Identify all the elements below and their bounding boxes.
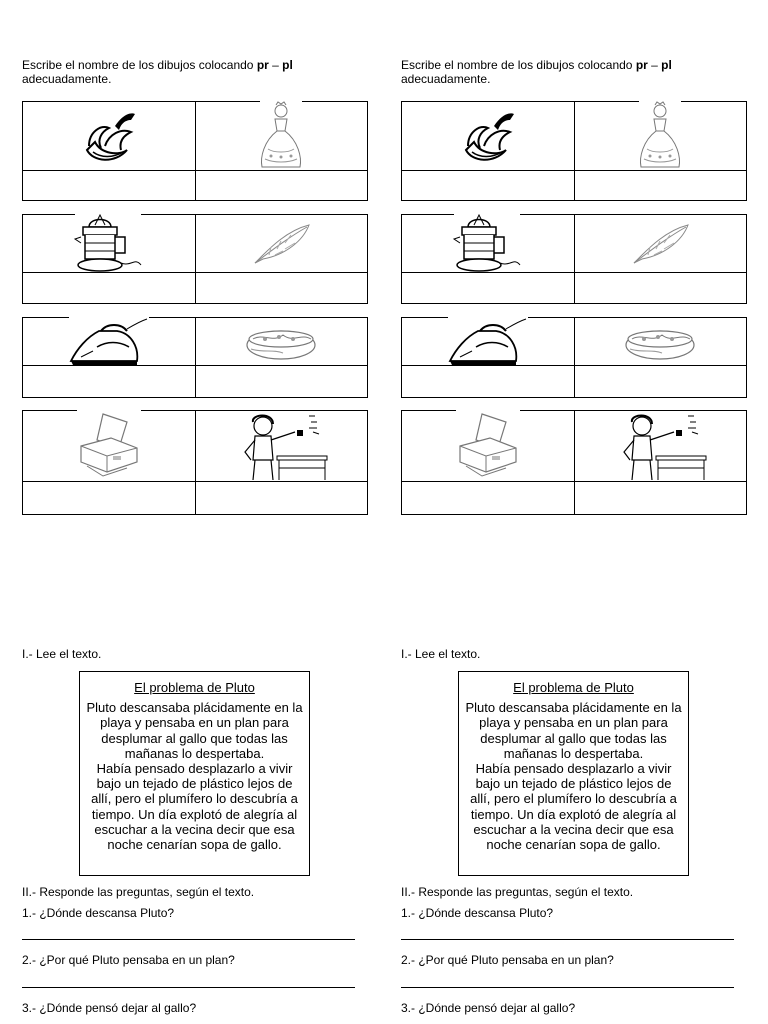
story-box	[458, 671, 689, 876]
hotdog-picture	[574, 318, 747, 365]
iron-picture	[23, 318, 195, 365]
iron-picture	[402, 318, 574, 365]
story-title: El problema de Pluto	[134, 680, 255, 695]
answer-cell[interactable]	[574, 273, 747, 303]
section-questions-title: II.- Responde las preguntas, según el texto.	[401, 885, 634, 899]
question-2: 2.- ¿Por qué Pluto pensaba en un plan?	[22, 953, 235, 967]
princess-icon	[635, 101, 685, 171]
answer-cell[interactable]	[574, 171, 747, 200]
worksheet-right	[401, 0, 761, 1024]
iron-icon	[67, 317, 151, 367]
printer-icon	[73, 410, 145, 482]
question-1: 1.- ¿Dónde descansa Pluto?	[22, 906, 175, 920]
teacher-picture	[195, 411, 368, 481]
juicer-icon	[450, 213, 526, 275]
story-paragraph-2: Había pensado desplazarlo a vivir bajo un tejado de plástico lejos de allí, pero el plumífero lo descubría a tiempo. Un día explotó de alegría al escuchar a la vecina decir que esa noche cenarían sopa de gallo.	[91, 761, 298, 853]
juicer-icon	[71, 213, 147, 275]
picture-table-1	[401, 101, 747, 201]
question-3: 3.- ¿Dónde pensó dejar al gallo?	[22, 1001, 197, 1015]
answer-cell[interactable]	[402, 273, 574, 303]
question-3: 3.- ¿Dónde pensó dejar al gallo?	[401, 1001, 576, 1015]
instruction-text: Escribe el nombre de los dibujos colocando	[401, 58, 636, 72]
hotdog-icon	[622, 321, 698, 363]
answer-cell[interactable]	[195, 366, 368, 397]
banana-icon	[458, 106, 518, 166]
iron-icon	[446, 317, 530, 367]
juicer-picture	[23, 215, 195, 272]
story-paragraph-1: Pluto descansaba plácidamente en la playa y pensaba en un plan para desplumar al gallo que todas las mañanas lo despertaba.	[465, 700, 682, 761]
princess-picture	[195, 102, 368, 170]
feather-picture	[195, 215, 368, 272]
teacher-icon	[233, 412, 329, 480]
answer-line-2[interactable]	[401, 987, 734, 988]
teacher-icon	[612, 412, 708, 480]
picture-table-1	[22, 101, 368, 201]
worksheet-left	[22, 0, 382, 1024]
answer-line-2[interactable]	[22, 987, 355, 988]
answer-line-1[interactable]	[401, 939, 734, 940]
answer-cell[interactable]	[402, 482, 574, 514]
section-questions-title: II.- Responde las preguntas, según el texto.	[22, 885, 255, 899]
answer-cell[interactable]	[195, 482, 368, 514]
answer-cell[interactable]	[574, 366, 747, 397]
answer-cell[interactable]	[23, 482, 195, 514]
picture-table-2	[401, 214, 747, 304]
teacher-picture	[574, 411, 747, 481]
hotdog-icon	[243, 321, 319, 363]
banana-picture	[402, 102, 574, 170]
instruction-sep: –	[647, 58, 662, 72]
juicer-picture	[402, 215, 574, 272]
printer-picture	[23, 411, 195, 481]
banana-picture	[23, 102, 195, 170]
instruction-end: adecuadamente.	[22, 72, 112, 86]
answer-line-1[interactable]	[22, 939, 355, 940]
story-title: El problema de Pluto	[513, 680, 634, 695]
story-paragraph-1: Pluto descansaba plácidamente en la playa y pensaba en un plan para desplumar al gallo que todas las mañanas lo despertaba.	[86, 700, 303, 761]
feather-picture	[574, 215, 747, 272]
answer-cell[interactable]	[23, 273, 195, 303]
princess-icon	[256, 101, 306, 171]
section-read-title: I.- Lee el texto.	[22, 647, 102, 661]
instruction-pr: pr	[256, 58, 269, 72]
princess-picture	[574, 102, 747, 170]
printer-picture	[402, 411, 574, 481]
answer-cell[interactable]	[574, 482, 747, 514]
story-paragraph-2: Había pensado desplazarlo a vivir bajo un tejado de plástico lejos de allí, pero el plumífero lo descubría a tiempo. Un día explotó de alegría al escuchar a la vecina decir que esa noche cenarían sopa de gallo.	[470, 761, 677, 853]
banana-icon	[79, 106, 139, 166]
question-2: 2.- ¿Por qué Pluto pensaba en un plan?	[401, 953, 614, 967]
answer-cell[interactable]	[195, 171, 368, 200]
question-1: 1.- ¿Dónde descansa Pluto?	[401, 906, 554, 920]
answer-cell[interactable]	[402, 366, 574, 397]
picture-table-4	[401, 410, 747, 515]
section-read-title: I.- Lee el texto.	[401, 647, 481, 661]
instruction-pr: pr	[635, 58, 648, 72]
instruction	[401, 58, 741, 86]
picture-table-2	[22, 214, 368, 304]
picture-table-3	[22, 317, 368, 398]
answer-cell[interactable]	[23, 171, 195, 200]
instruction-pl: pl	[661, 58, 672, 72]
feather-icon	[628, 221, 692, 267]
feather-icon	[249, 221, 313, 267]
instruction-pl: pl	[282, 58, 293, 72]
answer-cell[interactable]	[23, 366, 195, 397]
instruction-end: adecuadamente.	[401, 72, 491, 86]
answer-cell[interactable]	[402, 171, 574, 200]
instruction-text: Escribe el nombre de los dibujos colocando	[22, 58, 257, 72]
story-box	[79, 671, 310, 876]
hotdog-picture	[195, 318, 368, 365]
answer-cell[interactable]	[195, 273, 368, 303]
instruction	[22, 58, 362, 86]
printer-icon	[452, 410, 524, 482]
picture-table-3	[401, 317, 747, 398]
instruction-sep: –	[268, 58, 283, 72]
picture-table-4	[22, 410, 368, 515]
